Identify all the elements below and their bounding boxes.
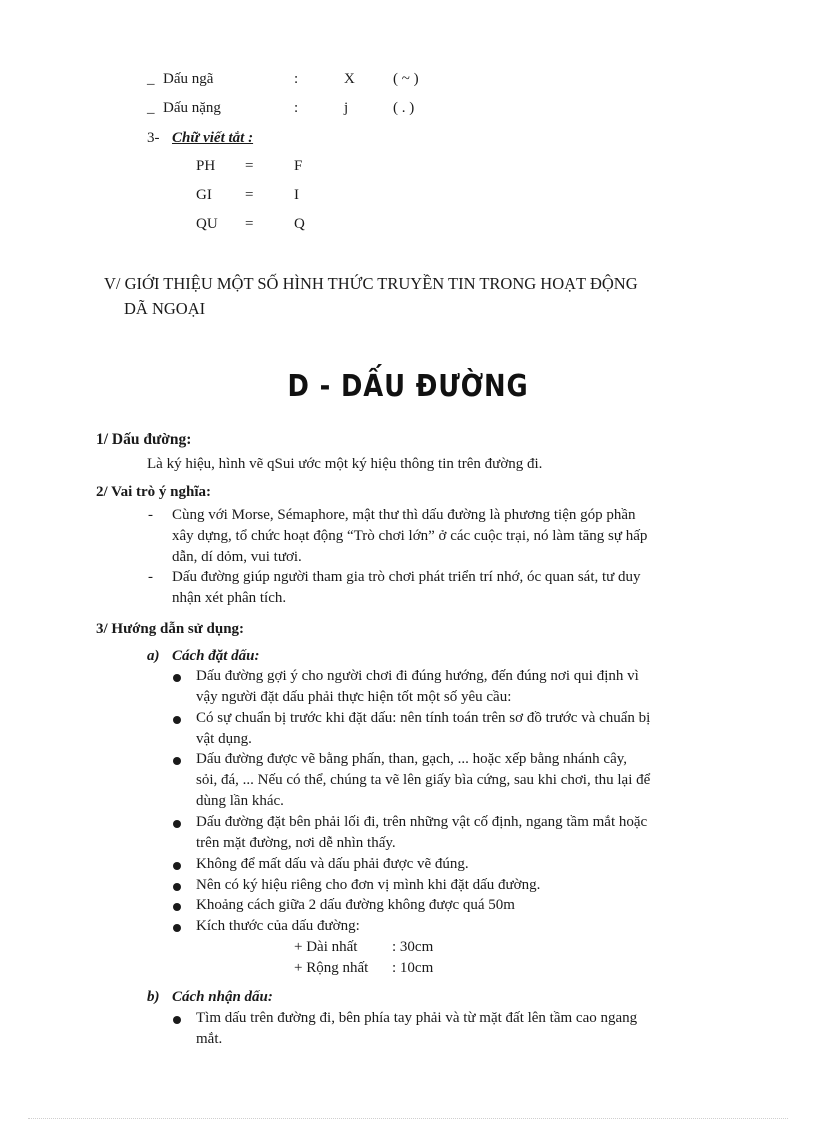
bullet-line: vậy người đặt dấu phải thực hiện tốt một số yêu cầu:: [196, 689, 512, 705]
abbrev-to: I: [294, 187, 299, 203]
s1-heading: 1/ Dấu đường:: [96, 431, 192, 448]
mark-name: Dấu nặng: [163, 100, 221, 116]
mark-colon: :: [294, 100, 299, 116]
s2-item-line: Dấu đường giúp người tham gia trò chơi phát triển trí nhớ, óc quan sát, tư duy: [172, 569, 641, 585]
list-dash: -: [148, 507, 153, 523]
bullet-line: Tìm dấu trên đường đi, bên phía tay phải và từ mặt đất lên tầm cao ngang: [196, 1010, 638, 1026]
s2-item-line: Cùng với Morse, Sémaphore, mật thư thì dấu đường là phương tiện góp phần: [172, 507, 636, 523]
bullet-icon: [173, 862, 181, 870]
size-value: : 30cm: [392, 939, 434, 955]
bullet-icon: [173, 757, 181, 765]
abbrev-to: F: [294, 158, 303, 174]
mark-colon: :: [294, 71, 299, 87]
abbrev-eq: =: [245, 216, 254, 232]
section-v-heading-cont: DÃ NGOẠI: [124, 299, 206, 318]
s2-item-line: nhận xét phân tích.: [172, 590, 287, 606]
bullet-icon: [173, 903, 181, 911]
bullet-icon: [173, 820, 181, 828]
size-label: + Rộng nhất: [294, 960, 369, 976]
bullet-line: vật dụng.: [196, 731, 252, 747]
abbrev-eq: =: [245, 158, 254, 174]
bullet-line: Nên có ký hiệu riêng cho đơn vị mình khi đặt dấu đường.: [196, 877, 541, 893]
size-label: + Dài nhất: [294, 939, 358, 955]
bullet-line: trên mặt đường, nơi dễ nhìn thấy.: [196, 835, 396, 851]
s3a-label: a): [147, 648, 160, 664]
s2-item-line: dẫn, dí dỏm, vui tươi.: [172, 549, 302, 565]
bullet-line: Dấu đường được vẽ bằng phấn, than, gạch, ... hoặc xếp bằng nhánh cây,: [196, 751, 628, 767]
list-dash: -: [148, 569, 153, 585]
bullet-icon: [173, 883, 181, 891]
chapter-title: D - DẤU ĐƯỜNG: [287, 369, 529, 404]
abbrev-from: GI: [196, 187, 212, 203]
bullet-icon: [173, 1016, 181, 1024]
page-bottom-rule: [28, 1118, 788, 1119]
bullet-line: Khoảng cách giữa 2 dấu đường không được quá 50m: [196, 897, 515, 913]
abbrev-to: Q: [294, 216, 305, 232]
bullet-icon: [173, 674, 181, 682]
abbrev-eq: =: [245, 187, 254, 203]
bullet-line: Có sự chuẩn bị trước khi đặt dấu: nên tính toán trên sơ đồ trước và chuẩn bị: [196, 710, 651, 726]
bullet-line: dùng lần khác.: [196, 793, 284, 809]
s3a-title: Cách đặt dấu:: [172, 648, 260, 664]
s3b-label: b): [147, 989, 160, 1005]
s3-heading: 3/ Hướng dẫn sử dụng:: [96, 621, 245, 637]
section-v-heading: V/ GIỚI THIỆU MỘT SỐ HÌNH THỨC TRUYỀN TIN TRONG HOẠT ĐỘNG: [104, 274, 638, 293]
mark-dash: _: [147, 71, 155, 87]
mark-dash: _: [147, 100, 155, 116]
s1-text: Là ký hiệu, hình vẽ qSui ước một ký hiệu thông tin trên đường đi.: [147, 456, 543, 472]
bullet-line: Dấu đường gợi ý cho người chơi đi đúng hướng, đến đúng nơi qui định vì: [196, 668, 639, 684]
mark-letter: j: [344, 100, 349, 116]
bullet-line: sỏi, đá, ... Nếu có thể, chúng ta vẽ lên giấy bìa cứng, sau khi chơi, thu lại để: [196, 772, 651, 788]
mark-name: Dấu ngã: [163, 71, 214, 87]
s2-heading: 2/ Vai trò ý nghĩa:: [96, 484, 212, 500]
bullet-line: Không để mất dấu và dấu phải được vẽ đúng.: [196, 856, 469, 872]
bullet-line: Kích thước của dấu đường:: [196, 918, 360, 934]
s2-item-line: xây dựng, tổ chức hoạt động “Trò chơi lớn” ở các cuộc trại, nó làm tăng sự hấp: [172, 528, 648, 544]
mark-symbol: ( . ): [393, 100, 415, 116]
bullet-line: Dấu đường đặt bên phải lối đi, trên những vật cố định, ngang tầm mắt hoặc: [196, 814, 648, 830]
abbrev-heading: Chữ viết tắt :: [172, 130, 254, 146]
bullet-line: mắt.: [196, 1031, 223, 1047]
bullet-icon: [173, 716, 181, 724]
abbrev-from: QU: [196, 216, 218, 232]
s3b-title: Cách nhận dấu:: [172, 989, 273, 1005]
size-value: : 10cm: [392, 960, 434, 976]
abbrev-number: 3-: [147, 130, 160, 146]
mark-symbol: ( ~ ): [393, 71, 419, 87]
bullet-icon: [173, 924, 181, 932]
mark-letter: X: [344, 71, 355, 87]
abbrev-from: PH: [196, 158, 216, 174]
